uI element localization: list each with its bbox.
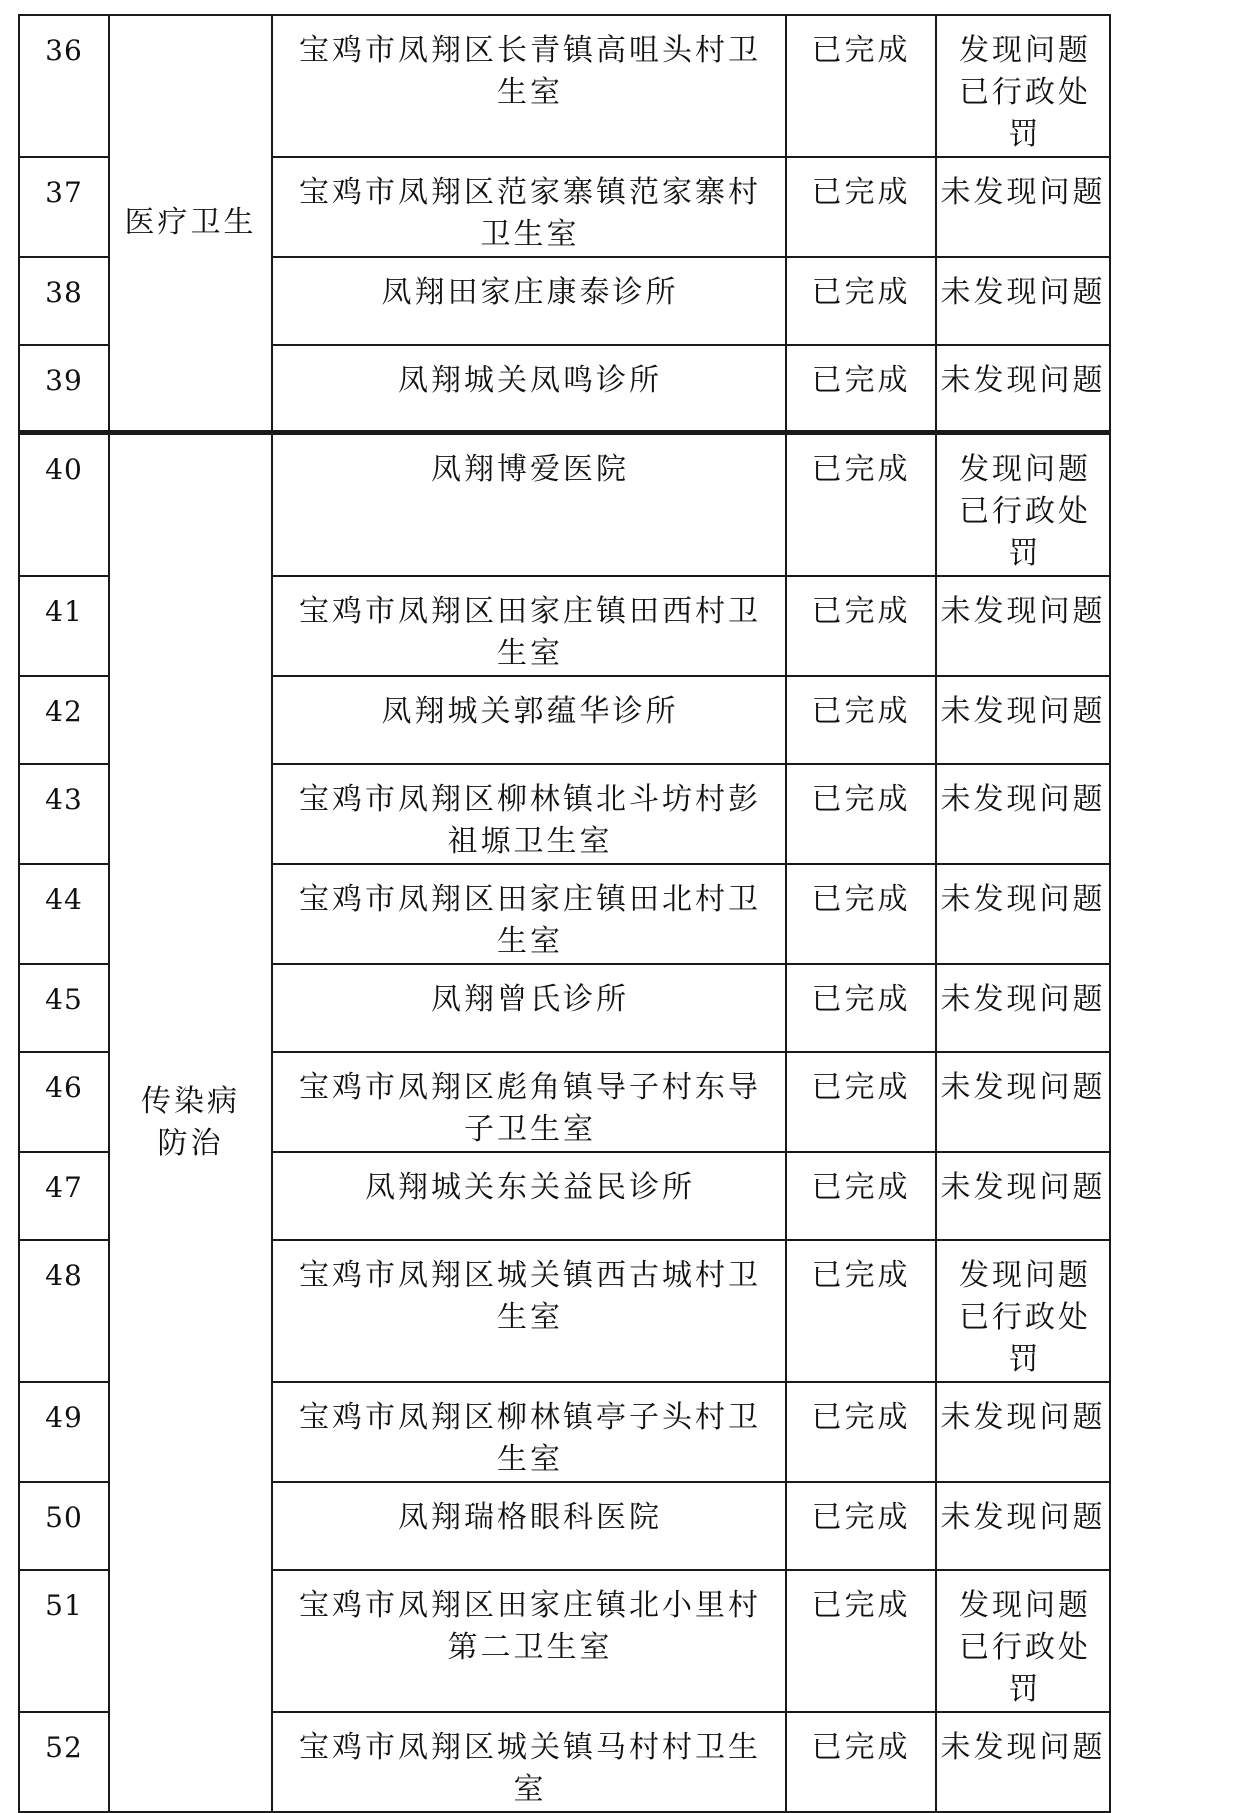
institution-name: 宝鸡市凤翔区城关镇西古城村卫生室 xyxy=(272,1240,786,1382)
institution-name: 宝鸡市凤翔区柳林镇北斗坊村彭祖塬卫生室 xyxy=(272,764,786,864)
completion-status: 已完成 xyxy=(786,157,936,257)
row-number: 44 xyxy=(19,864,109,964)
row-number: 43 xyxy=(19,764,109,864)
row-number: 39 xyxy=(19,345,109,432)
institution-name: 宝鸡市凤翔区田家庄镇北小里村第二卫生室 xyxy=(272,1570,786,1712)
institution-name: 凤翔瑞格眼科医院 xyxy=(272,1482,786,1570)
inspection-result: 未发现问题 xyxy=(936,1712,1110,1812)
row-number: 45 xyxy=(19,964,109,1052)
completion-status: 已完成 xyxy=(786,1382,936,1482)
table-row xyxy=(19,432,1110,576)
completion-status: 已完成 xyxy=(786,1712,936,1812)
institution-name: 宝鸡市凤翔区柳林镇亭子头村卫生室 xyxy=(272,1382,786,1482)
inspection-table-body xyxy=(19,15,1110,1812)
inspection-result: 未发现问题 xyxy=(936,345,1110,432)
row-number: 41 xyxy=(19,576,109,676)
table-row xyxy=(19,15,1110,157)
institution-name: 宝鸡市凤翔区范家寨镇范家寨村卫生室 xyxy=(272,157,786,257)
row-number: 40 xyxy=(19,432,109,576)
inspection-result: 未发现问题 xyxy=(936,157,1110,257)
row-number: 50 xyxy=(19,1482,109,1570)
row-number: 49 xyxy=(19,1382,109,1482)
completion-status: 已完成 xyxy=(786,864,936,964)
inspection-result: 未发现问题 xyxy=(936,764,1110,864)
institution-name: 宝鸡市凤翔区田家庄镇田北村卫生室 xyxy=(272,864,786,964)
completion-status: 已完成 xyxy=(786,676,936,764)
inspection-result: 发现问题已行政处罚 xyxy=(936,1570,1110,1712)
row-number: 52 xyxy=(19,1712,109,1812)
completion-status: 已完成 xyxy=(786,432,936,576)
completion-status: 已完成 xyxy=(786,1052,936,1152)
institution-name: 凤翔曾氏诊所 xyxy=(272,964,786,1052)
row-number: 36 xyxy=(19,15,109,157)
category-cell: 传染病防治 xyxy=(109,432,272,1812)
inspection-result: 发现问题已行政处罚 xyxy=(936,15,1110,157)
row-number: 47 xyxy=(19,1152,109,1240)
inspection-result: 发现问题已行政处罚 xyxy=(936,432,1110,576)
row-number: 38 xyxy=(19,257,109,345)
category-cell: 医疗卫生 xyxy=(109,15,272,432)
completion-status: 已完成 xyxy=(786,15,936,157)
row-number: 51 xyxy=(19,1570,109,1712)
institution-name: 凤翔田家庄康泰诊所 xyxy=(272,257,786,345)
row-number: 42 xyxy=(19,676,109,764)
inspection-result: 未发现问题 xyxy=(936,1482,1110,1570)
institution-name: 宝鸡市凤翔区城关镇马村村卫生室 xyxy=(272,1712,786,1812)
institution-name: 宝鸡市凤翔区田家庄镇田西村卫生室 xyxy=(272,576,786,676)
institution-name: 凤翔博爱医院 xyxy=(272,432,786,576)
inspection-result: 未发现问题 xyxy=(936,864,1110,964)
completion-status: 已完成 xyxy=(786,1240,936,1382)
inspection-result: 未发现问题 xyxy=(936,257,1110,345)
inspection-result: 发现问题已行政处罚 xyxy=(936,1240,1110,1382)
institution-name: 凤翔城关郭蕴华诊所 xyxy=(272,676,786,764)
row-number: 46 xyxy=(19,1052,109,1152)
inspection-result: 未发现问题 xyxy=(936,1382,1110,1482)
completion-status: 已完成 xyxy=(786,257,936,345)
row-number: 37 xyxy=(19,157,109,257)
institution-name: 宝鸡市凤翔区彪角镇导子村东导子卫生室 xyxy=(272,1052,786,1152)
inspection-result: 未发现问题 xyxy=(936,676,1110,764)
inspection-table xyxy=(18,14,1111,1813)
completion-status: 已完成 xyxy=(786,576,936,676)
inspection-result: 未发现问题 xyxy=(936,1152,1110,1240)
completion-status: 已完成 xyxy=(786,1152,936,1240)
inspection-result: 未发现问题 xyxy=(936,576,1110,676)
institution-name: 宝鸡市凤翔区长青镇高咀头村卫生室 xyxy=(272,15,786,157)
inspection-result: 未发现问题 xyxy=(936,964,1110,1052)
completion-status: 已完成 xyxy=(786,964,936,1052)
completion-status: 已完成 xyxy=(786,764,936,864)
completion-status: 已完成 xyxy=(786,1482,936,1570)
institution-name: 凤翔城关东关益民诊所 xyxy=(272,1152,786,1240)
institution-name: 凤翔城关凤鸣诊所 xyxy=(272,345,786,432)
completion-status: 已完成 xyxy=(786,345,936,432)
inspection-result: 未发现问题 xyxy=(936,1052,1110,1152)
completion-status: 已完成 xyxy=(786,1570,936,1712)
row-number: 48 xyxy=(19,1240,109,1382)
